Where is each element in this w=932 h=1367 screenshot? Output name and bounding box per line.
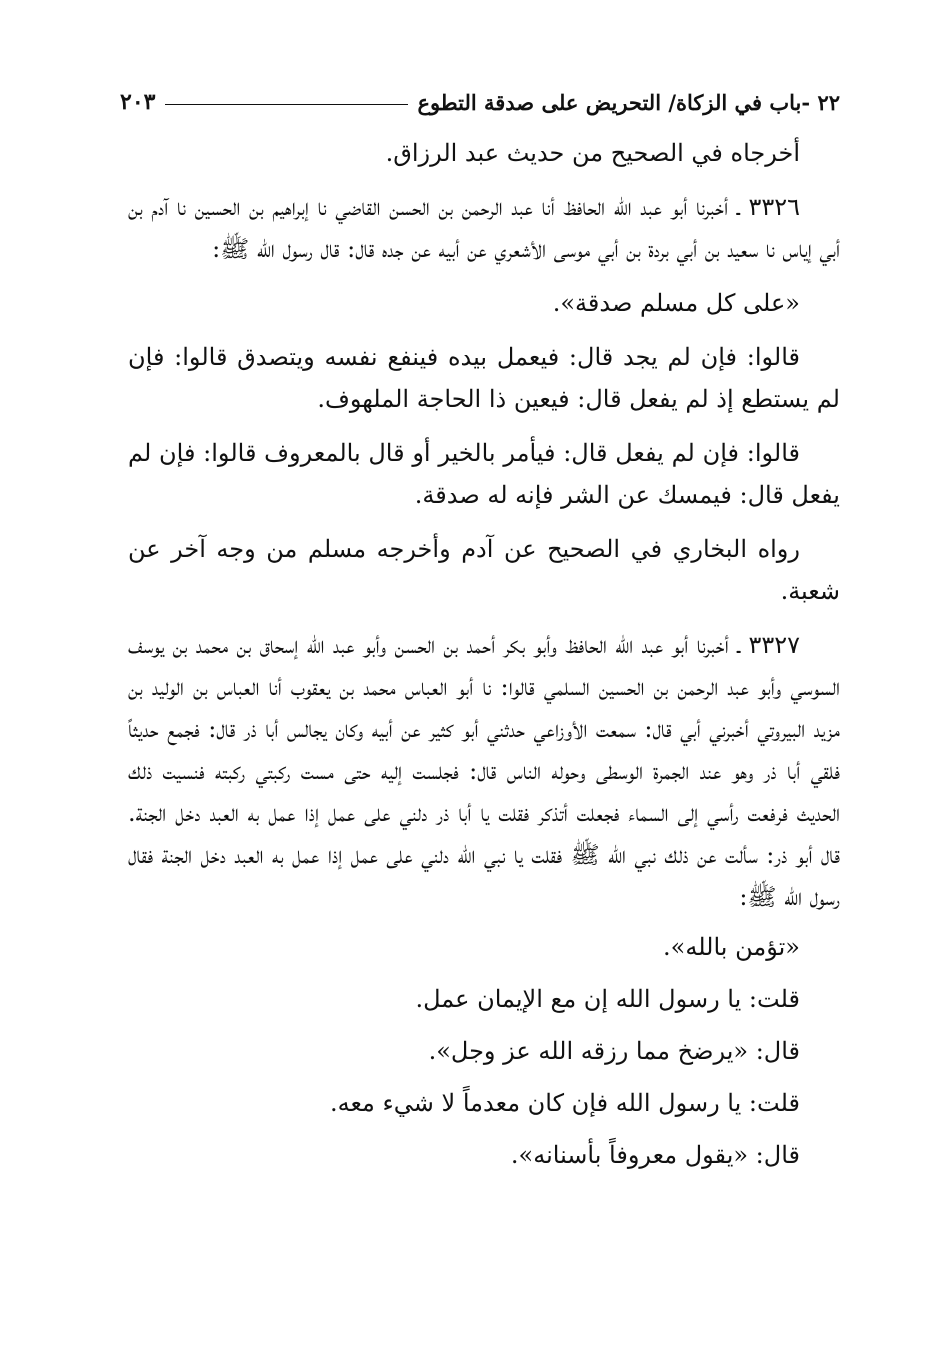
dialog-line: قال: «يرضخ مما رزقه الله عز وجل».: [428, 1037, 800, 1065]
page-number: ٢٠٣: [120, 89, 156, 115]
chapter-title: ٢٢ -باب في الزكاة/ التحريض على صدقة التطوع: [417, 89, 840, 115]
paragraph-qalu-2: قالوا: فإن لم يفعل قال: فيأمر بالخير أو قال بالمعروف قالوا: فإن لم يفعل قال: فيمسك عن الشر فإنه له صدقة.: [128, 439, 840, 509]
paragraph-bukhari: رواه البخاري في الصحيح عن آدم وأخرجه مسلم من وجه آخر عن شعبة.: [128, 535, 840, 605]
dialog-list: [128, 926, 840, 1176]
dialog-line: قال: «يقول معروفاً بأسنانه».: [510, 1141, 800, 1169]
hadith-3326: ٣٣٢٦ ـ أخبرنا أبو عبد الله الحافظ أنا عبد الرحمن بن الحسن القاضي نا إبراهيم بن الحسين نا آدم بن أبي إياس نا سعيد بن أبي بردة بن أبي موسى الأشعري عن أبيه عن جده قال: قال رسول الله ﷺ:: [128, 193, 840, 263]
dialog-line: قلت: يا رسول الله فإن كان معدماً لا شيء معه.: [329, 1089, 800, 1117]
page-body: [128, 132, 840, 1186]
paragraph-1: أخرجاه في الصحيح من حديث عبد الرزاق.: [385, 139, 800, 167]
dialog-line: قلت: يا رسول الله إن مع الإيمان عمل.: [415, 985, 800, 1013]
header-rule: [165, 104, 407, 105]
running-header: [120, 82, 840, 122]
paragraph-qalu-1: قالوا: فإن لم يجد قال: فيعمل بيده فينفع نفسه ويتصدق قالوا: فإن لم يستطع إذ لم يفعل قال: فيعين ذا الحاجة الملهوف.: [128, 343, 840, 413]
quote-sadaqa: «على كل مسلم صدقة».: [552, 289, 800, 317]
dialog-line: «تؤمن بالله».: [663, 933, 800, 961]
hadith-3327: ٣٣٢٧ ـ أخبرنا أبو عبد الله الحافظ وأبو بكر أحمد بن الحسن وأبو عبد الله إسحاق بن محمد بن يوسف السوسي وأبو عبد الرحمن بن الحسين السلمي قالوا: نا أبو العباس محمد بن يعقوب أنا العباس بن الوليد بن مزيد البيروتي أخبرني أبي قال: سمعت الأوزاعي حدثني أبو كثير عن أبيه وكان يجالس أبا ذر قال: فجمع حديثاً فلقي أبا ذر وهو عند الجمرة الوسطى وحوله الناس قال: فجلست إليه حتى مست ركبتي ركبته فنسيت ذلك الحديث فرفعت رأسي إلى السماء فجعلت أتذكر فقلت يا أبا ذر دلني على عمل إذا عمل به العبد دخل الجنة. قال أبو ذر: سألت عن ذلك نبي الله ﷺ فقلت يا نبي الله دلني على عمل إذا عمل به العبد دخل الجنة فقال رسول الله ﷺ:: [128, 631, 841, 911]
